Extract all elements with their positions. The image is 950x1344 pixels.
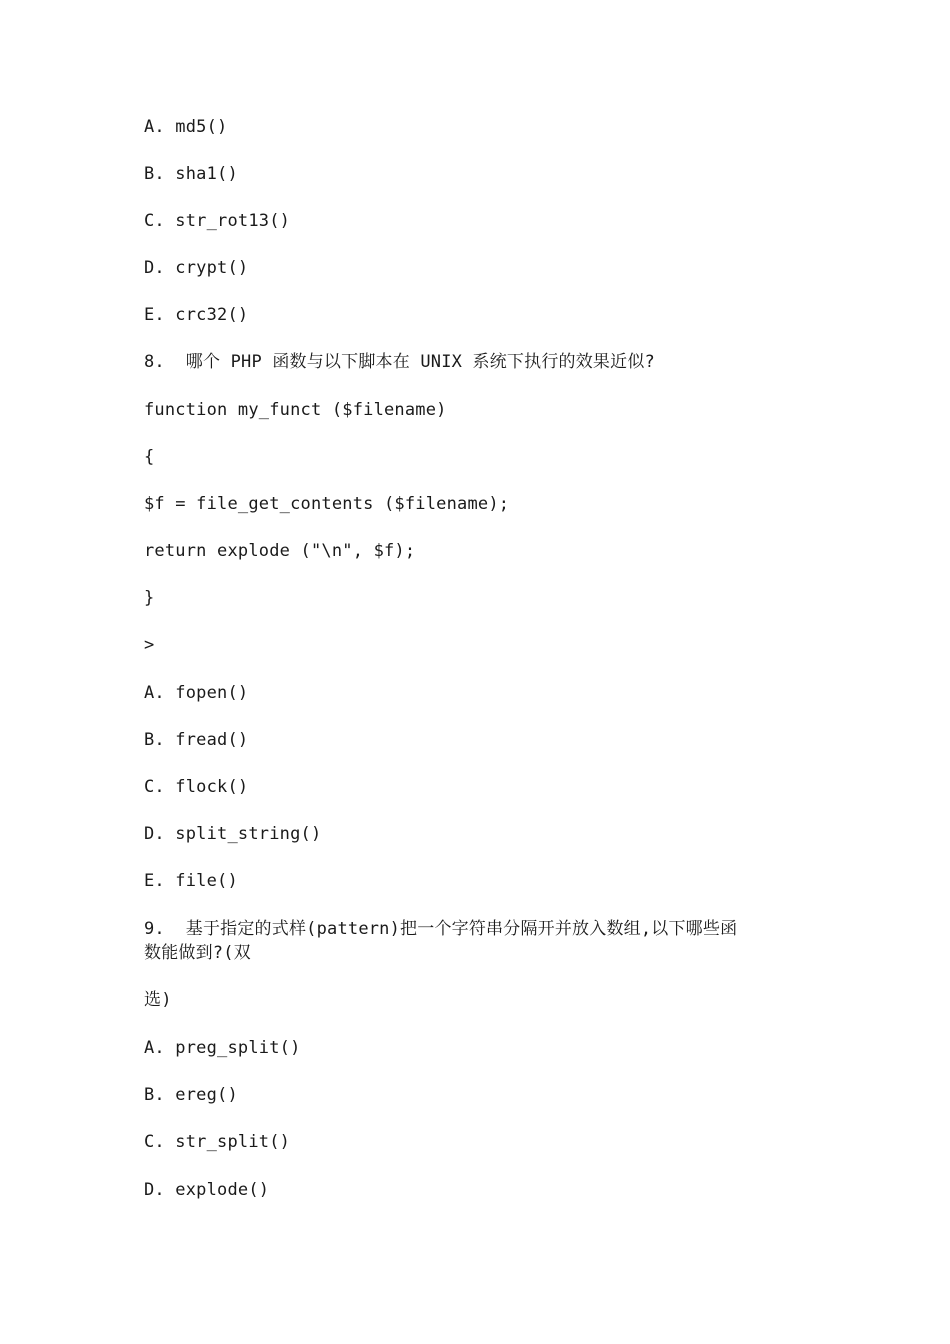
q9-question-line-2: 数能做到?(双 (144, 943, 251, 963)
q7-option-a: A. md5() (144, 117, 228, 137)
q7-option-e: E. crc32() (144, 305, 249, 325)
q7-option-b: B. sha1() (144, 164, 238, 184)
q9-option-c: C. str_split() (144, 1132, 291, 1152)
q8-code-line-5: } (144, 588, 155, 608)
q8-option-d: D. split_string() (144, 824, 322, 844)
q8-code-line-1: function my_funct ($filename) (144, 400, 447, 420)
q8-option-c: C. flock() (144, 777, 249, 797)
q9-option-b: B. ereg() (144, 1085, 238, 1105)
q8-question: 8. 哪个 PHP 函数与以下脚本在 UNIX 系统下执行的效果近似? (144, 352, 655, 372)
q7-option-d: D. crypt() (144, 258, 249, 278)
q8-option-b: B. fread() (144, 730, 249, 750)
q7-option-c: C. str_rot13() (144, 211, 291, 231)
q9-option-a: A. preg_split() (144, 1038, 301, 1058)
q8-code-line-2: { (144, 447, 155, 467)
q8-code-line-4: return explode ("\n", $f); (144, 541, 416, 561)
q8-code-line-6: > (144, 635, 155, 655)
q9-option-d: D. explode() (144, 1180, 270, 1200)
q8-option-a: A. fopen() (144, 683, 249, 703)
q9-question-line-3: 选) (144, 990, 172, 1010)
q8-code-line-3: $f = file_get_contents ($filename); (144, 494, 510, 514)
q9-question-line-1: 9. 基于指定的式样(pattern)把一个字符串分隔开并放入数组,以下哪些函 (144, 919, 738, 939)
q8-option-e: E. file() (144, 871, 238, 891)
